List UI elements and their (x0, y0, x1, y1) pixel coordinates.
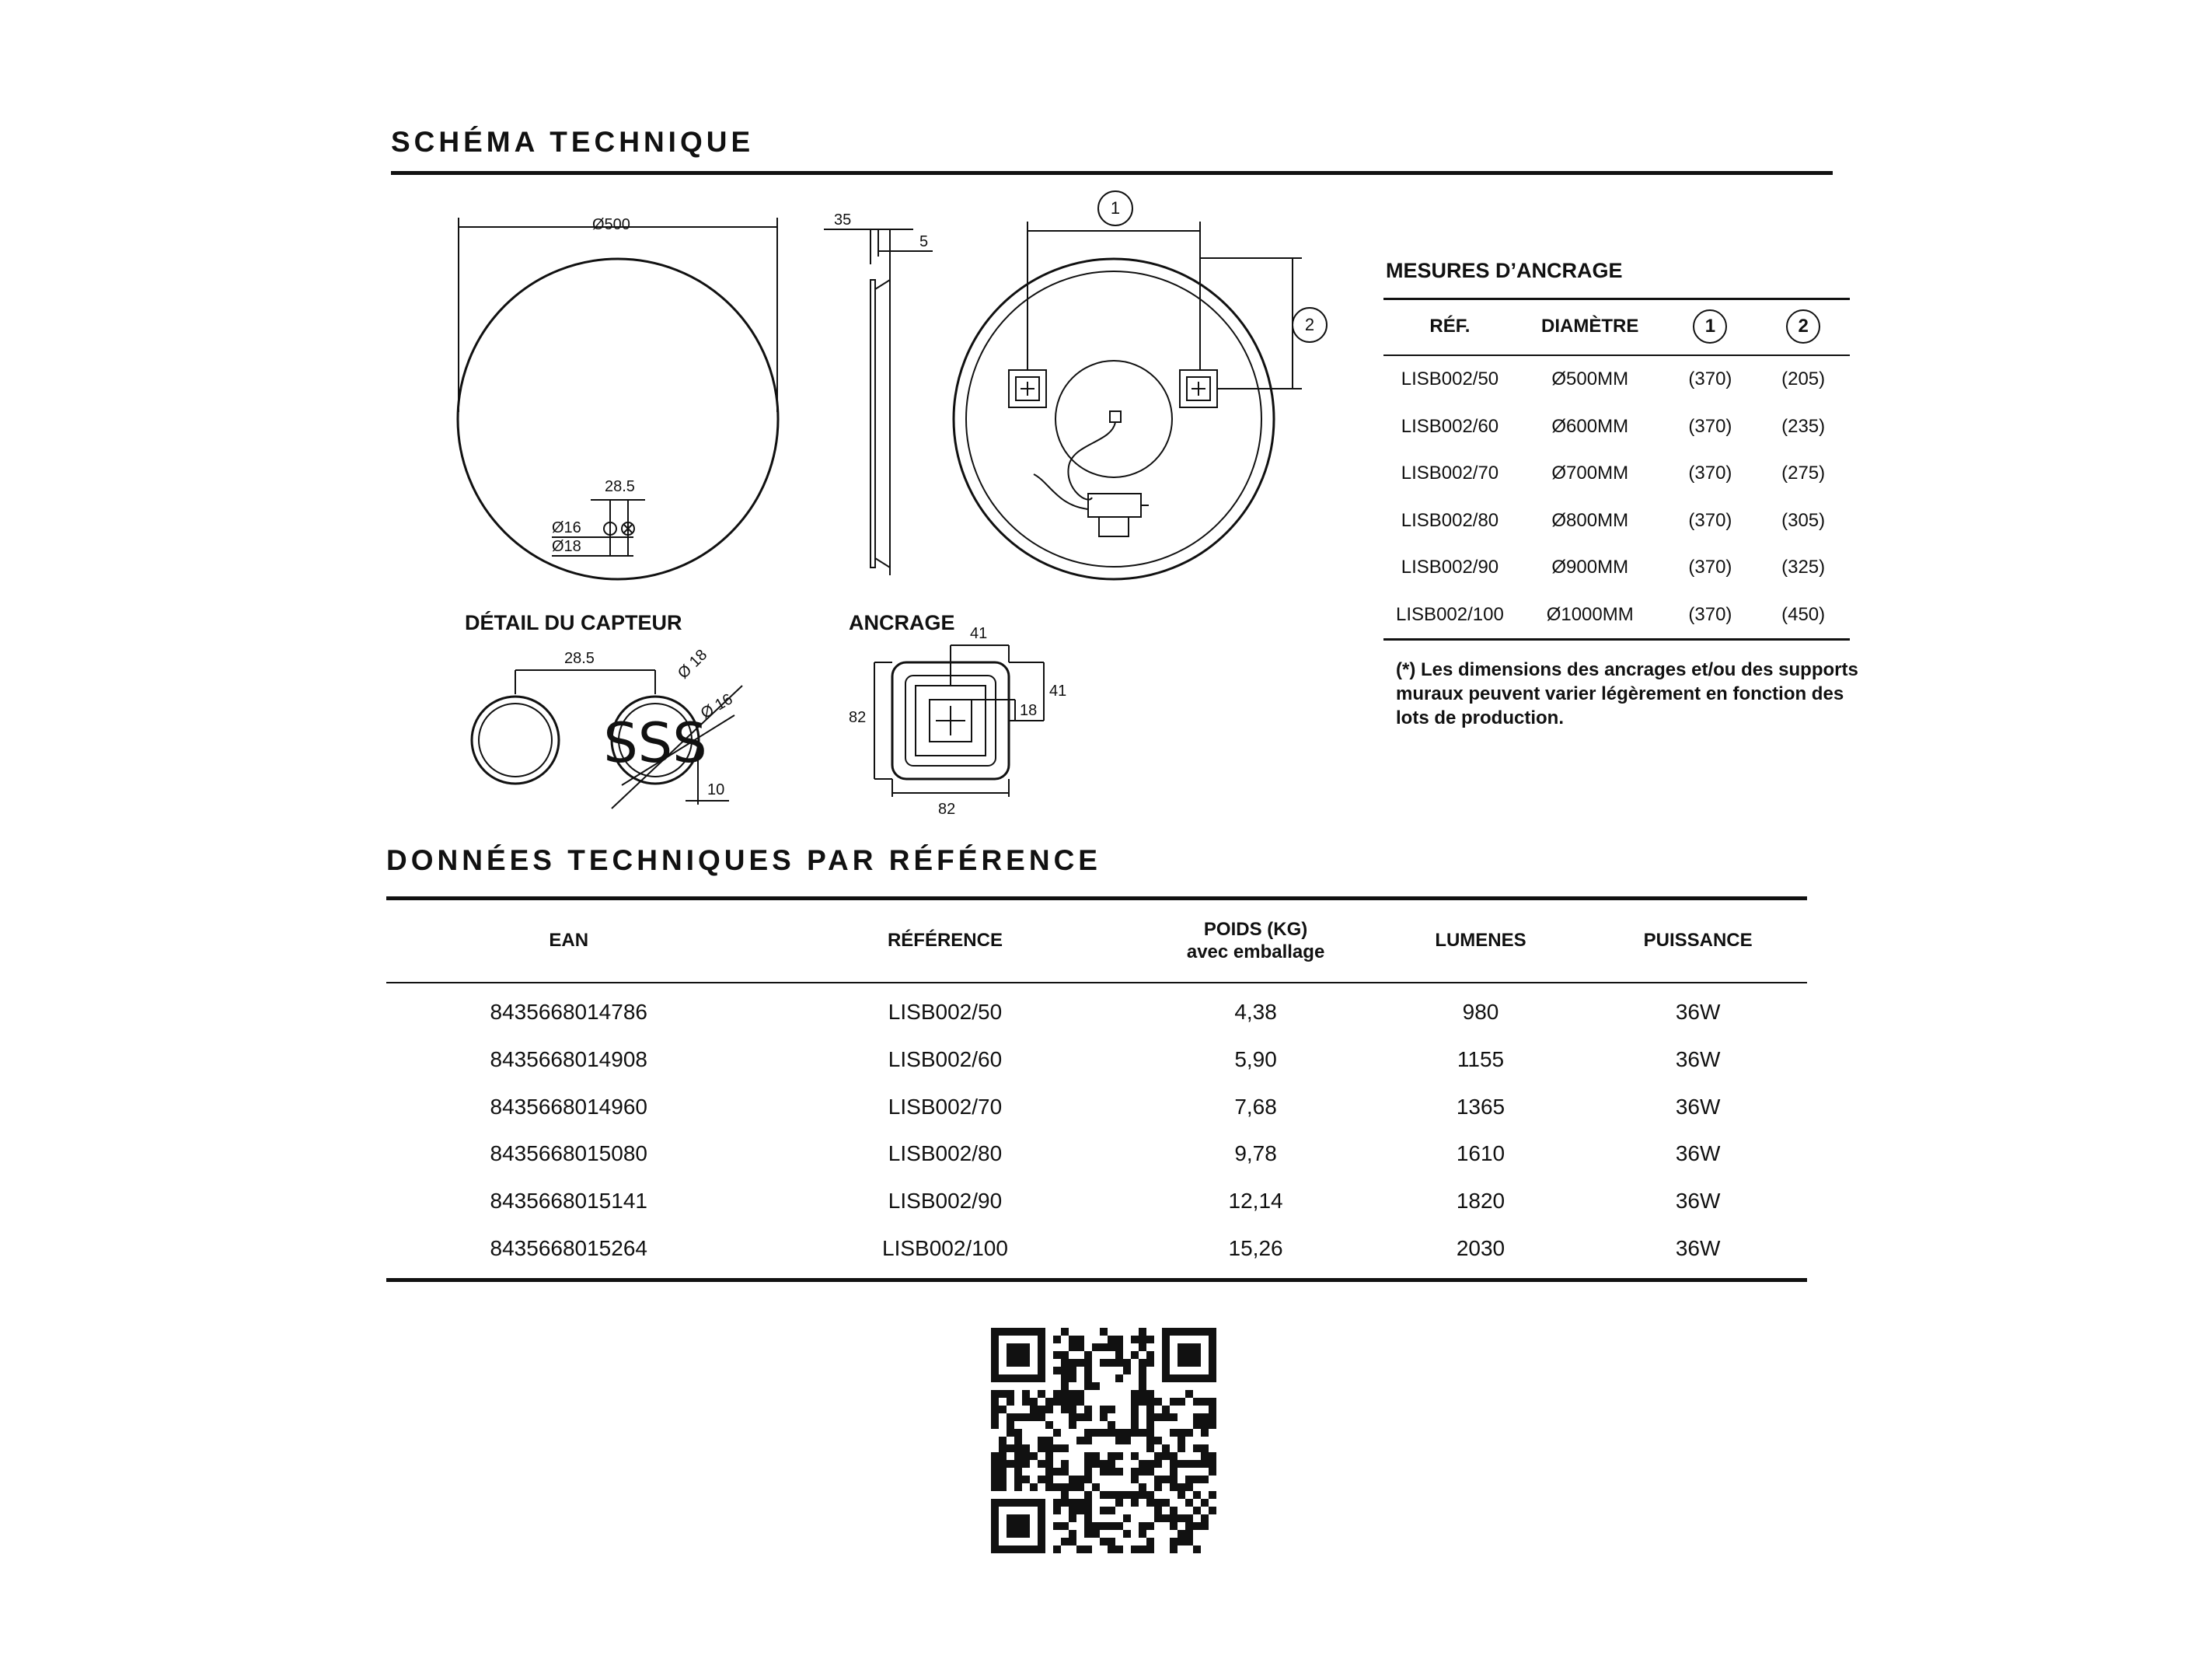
front-sensor-spacing-label: 28.5 (605, 478, 635, 495)
technical-power: 36W (1675, 1189, 1721, 1214)
table-row (1383, 592, 1850, 640)
anchorage-ref: LISB002/80 (1401, 509, 1499, 531)
anchorage-c2: (305) (1781, 509, 1826, 531)
technical-ean: 8435668014786 (490, 1000, 647, 1025)
technical-weight: 12,14 (1228, 1189, 1283, 1214)
sensor-d16-label: Ø 16 (698, 690, 736, 723)
anchorage-diam: Ø500MM (1551, 368, 1629, 390)
table-row (386, 1178, 1807, 1225)
technical-lumens: 2030 (1456, 1235, 1505, 1260)
technical-lumens: 980 (1462, 1000, 1499, 1025)
technical-header-weight-sub: avec emballage (1186, 941, 1325, 962)
table-row (1383, 544, 1850, 592)
table-row (1383, 355, 1850, 403)
table-row (1383, 403, 1850, 451)
technical-ref: LISB002/70 (888, 1094, 1003, 1119)
anchorage-header-c1-marker: 1 (1693, 309, 1727, 344)
anchorage-c2: (450) (1757, 592, 1850, 640)
anchorage-diam: Ø600MM (1551, 415, 1629, 437)
sensor-offset-label: 10 (707, 781, 725, 798)
anchorage-header-ref: RÉF. (1383, 299, 1516, 355)
back-marker-1 (1097, 190, 1133, 226)
technical-lumens: 1365 (1456, 1094, 1505, 1119)
sensor-s-glyphs (603, 711, 707, 775)
table-row (386, 983, 1807, 1036)
back-marker-1-label: 1 (1110, 198, 1121, 218)
technical-header-lumens: LUMENES (1373, 899, 1589, 983)
anchorage-c1: (370) (1688, 557, 1732, 578)
anchorage-c2: (235) (1781, 415, 1826, 437)
side-offset-label: 5 (919, 233, 929, 250)
table-row (386, 1083, 1807, 1130)
anchorage-header-c2 (1757, 299, 1850, 355)
anchorage-c1: (370) (1688, 368, 1732, 390)
table-row (1383, 498, 1850, 545)
anchorage-c1: (370) (1688, 509, 1732, 531)
back-marker-2 (1292, 307, 1328, 343)
anchorage-note: (*) Les dimensions des ancrages et/ou des supports muraux peuvent varier légèrement en fonction des lots de production. (1396, 659, 1858, 728)
anchorage-header-row (1383, 299, 1850, 355)
technical-table (386, 899, 1807, 1272)
technical-ean: 8435668015141 (490, 1189, 647, 1214)
technical-weight: 7,68 (1234, 1094, 1277, 1119)
table-row (1383, 450, 1850, 498)
table-row (386, 1130, 1807, 1178)
technical-title: DONNÉES TECHNIQUES PAR RÉFÉRENCE (386, 844, 1101, 876)
anchorage-c1: (370) (1688, 463, 1732, 484)
anchorage-c1: (370) (1664, 592, 1757, 640)
technical-lumens: 1155 (1457, 1047, 1505, 1072)
sensor-detail-title: DÉTAIL DU CAPTEUR (465, 611, 682, 634)
anchorage-ref: LISB002/60 (1401, 415, 1499, 437)
anchorage-diam: Ø700MM (1551, 463, 1629, 484)
technical-power: 36W (1675, 1235, 1721, 1260)
technical-header-ean: EAN (386, 899, 752, 983)
side-view-drawing (824, 229, 933, 575)
anchorage-header-c2-marker: 2 (1786, 309, 1820, 344)
front-d16-label: Ø16 (552, 519, 581, 536)
technical-bottom-rule (386, 1278, 1807, 1282)
technical-ean: 8435668015080 (490, 1141, 647, 1166)
technical-lumens: 1610 (1456, 1141, 1505, 1166)
technical-lumens: 1820 (1456, 1189, 1505, 1214)
anchor-left-label: 82 (849, 709, 867, 726)
technical-ean: 8435668014960 (490, 1094, 647, 1119)
technical-ean: 8435668015264 (490, 1235, 647, 1260)
technical-power: 36W (1675, 1141, 1721, 1166)
anchorage-c2: (205) (1781, 368, 1826, 390)
anchorage-c2: (325) (1781, 557, 1826, 578)
svg-text:SSS: SSS (603, 711, 707, 775)
technical-ref: LISB002/80 (888, 1141, 1003, 1166)
technical-ref: LISB002/60 (888, 1047, 1003, 1072)
back-marker-2-label: 2 (1304, 315, 1315, 334)
technical-ref: LISB002/50 (888, 1000, 1003, 1025)
anchorage-ref: LISB002/70 (1401, 463, 1499, 484)
back-view-drawing (954, 222, 1302, 579)
technical-power: 36W (1675, 1000, 1721, 1025)
anchor-inner-label: 18 (1020, 702, 1038, 719)
sensor-spacing-label: 28.5 (564, 650, 595, 667)
technical-ref: LISB002/90 (888, 1189, 1003, 1214)
anchorage-diam: Ø900MM (1551, 557, 1629, 578)
technical-ean: 8435668014908 (490, 1047, 647, 1072)
anchorage-header-diam: DIAMÈTRE (1516, 299, 1664, 355)
table-row (386, 1036, 1807, 1084)
side-depth-label: 35 (834, 211, 852, 229)
anchorage-ref: LISB002/90 (1401, 557, 1499, 578)
anchorage-ref: LISB002/50 (1401, 368, 1499, 390)
anchorage-diam: Ø800MM (1551, 509, 1629, 531)
anchorage-ref: LISB002/100 (1383, 592, 1516, 640)
front-view-drawing (458, 218, 778, 579)
anchor-right-label: 41 (1049, 683, 1067, 700)
technical-weight: 15,26 (1228, 1235, 1283, 1260)
front-d18-label: Ø18 (552, 538, 581, 555)
technical-weight: 5,90 (1234, 1047, 1277, 1072)
anchor-title: ANCRAGE (849, 611, 955, 634)
technical-weight: 4,38 (1234, 1000, 1277, 1025)
technical-header-ref: RÉFÉRENCE (752, 899, 1139, 983)
anchorage-header-c1 (1664, 299, 1757, 355)
schema-title: SCHÉMA TECHNIQUE (391, 126, 755, 158)
anchor-top-label: 41 (970, 625, 988, 642)
anchorage-c2: (275) (1781, 463, 1826, 484)
technical-ref: LISB002/100 (882, 1235, 1008, 1260)
technical-header-weight (1139, 899, 1372, 983)
anchorage-c1: (370) (1688, 415, 1732, 437)
technical-header-row (386, 899, 1807, 983)
technical-power: 36W (1675, 1094, 1721, 1119)
anchor-bottom-label: 82 (938, 801, 956, 818)
technical-power: 36W (1675, 1047, 1721, 1072)
anchor-detail-drawing (874, 645, 1044, 797)
sensor-d18-label: Ø 18 (675, 646, 711, 683)
anchorage-diam: Ø1000MM (1516, 592, 1664, 640)
anchorage-table (1383, 299, 1850, 641)
front-diameter-label: Ø500 (592, 216, 630, 233)
technical-weight: 9,78 (1234, 1141, 1277, 1166)
table-row (386, 1224, 1807, 1272)
anchorage-title: MESURES D’ANCRAGE (1386, 259, 1623, 282)
technical-header-power: PUISSANCE (1589, 899, 1807, 983)
technical-header-weight-label: POIDS (KG) (1203, 918, 1308, 940)
